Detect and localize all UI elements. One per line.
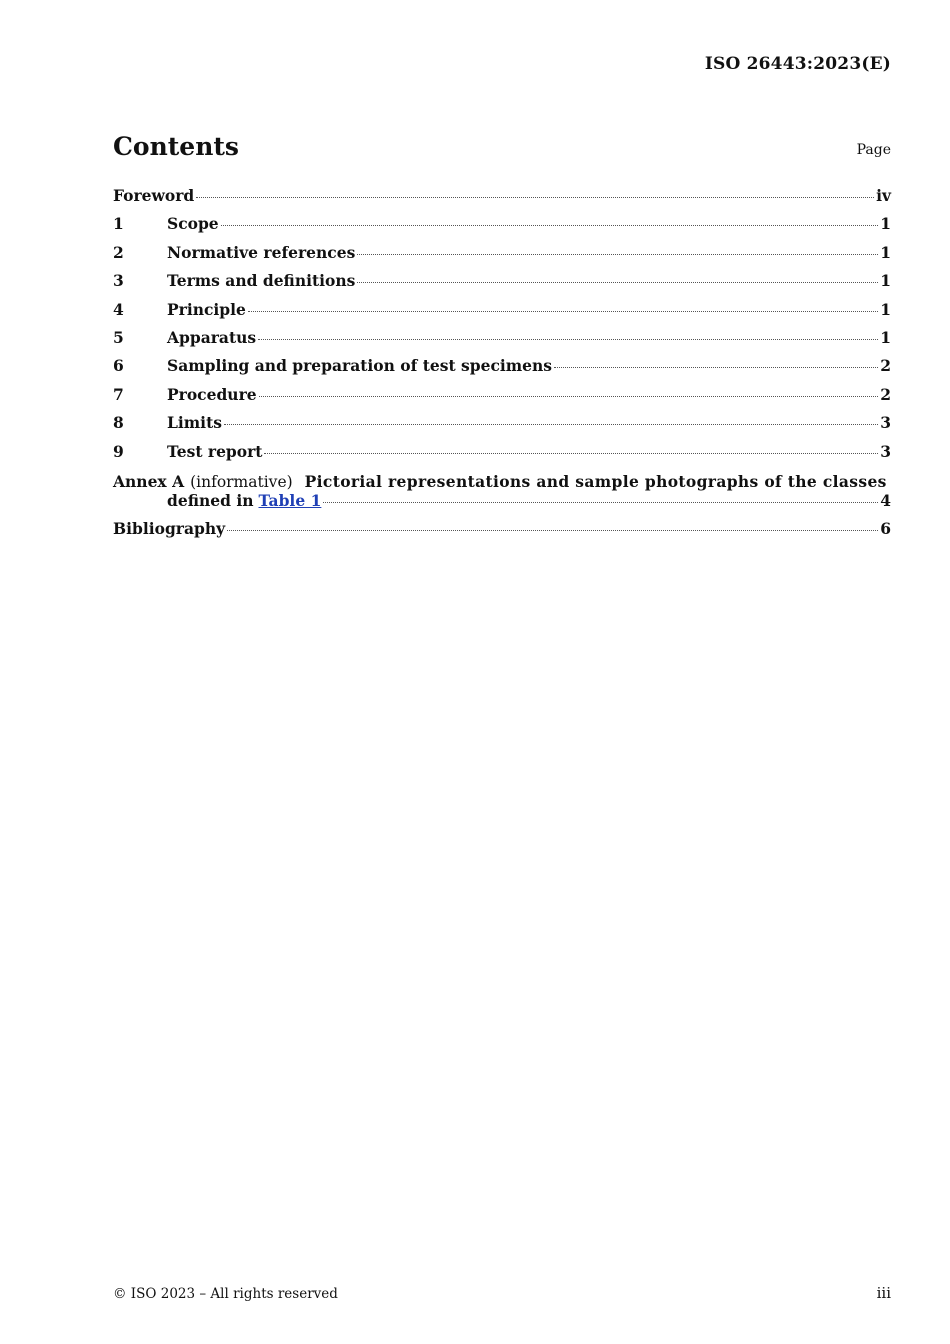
page-number: iii [876,1284,891,1302]
dot-leader [264,453,878,454]
toc-entry-page: 6 [880,518,891,538]
toc-entry-title: Terms and definitions [167,271,356,291]
annex-label: Annex A [113,471,185,491]
toc-entry-title: Bibliography [113,518,226,538]
toc-entry-limits[interactable] [113,413,891,441]
toc-entry-page: 3 [880,413,891,433]
toc-entry-number: 1 [113,214,124,234]
toc-entry-title: Test report [167,441,263,461]
toc-entry-annex-a[interactable] [113,472,891,519]
toc-entry-title: Procedure [167,384,257,404]
dot-leader [224,424,878,425]
toc-entry-number: 4 [113,299,124,319]
dot-leader [196,197,874,198]
annex-title-line2: defined in [167,490,254,510]
toc-entry-page: 3 [880,441,891,461]
toc-entry-number: 9 [113,441,124,461]
toc-entry-foreword[interactable] [113,186,891,214]
toc-entry-procedure[interactable] [113,385,891,413]
toc-entry-title: Normative references [167,242,356,262]
toc-entry-page: iv [876,186,891,205]
dot-leader [554,367,878,368]
toc-entry-sampling[interactable] [113,356,891,384]
dot-leader [248,311,878,312]
toc-entry-normative-references[interactable] [113,243,891,271]
toc-entry-scope[interactable] [113,214,891,242]
toc-entry-title: Limits [167,413,222,433]
dot-leader [323,502,878,503]
copyright-notice: © ISO 2023 – All rights reserved [113,1286,338,1302]
toc-entry-page: 1 [880,271,891,291]
toc-entry-number: 5 [113,327,124,347]
toc-entry-title: Principle [167,299,246,319]
toc-entry-number: 7 [113,384,124,404]
toc-entry-page: 1 [880,327,891,347]
toc-entry-apparatus[interactable] [113,328,891,356]
toc-entry-terms-and-definitions[interactable] [113,271,891,299]
toc-entry-page: 1 [880,214,891,234]
toc-entry-page: 2 [880,356,891,376]
dot-leader [258,339,878,340]
document-id: ISO 26443:2023(E) [704,54,891,74]
table-1-link[interactable]: Table 1 [258,490,322,510]
dot-leader [259,396,879,397]
toc-entry-page: 1 [880,299,891,319]
annex-title-line1: Pictorial representations and sample photographs of the classes [304,471,887,491]
toc-entry-title: Scope [167,214,219,234]
page-column-label: Page [856,142,891,158]
toc-entry-number: 2 [113,242,124,262]
toc-entry-title: Foreword [113,186,195,205]
dot-leader [357,282,878,283]
annex-informative: (informative) [190,472,293,491]
toc-entry-test-report[interactable] [113,442,891,470]
toc-entry-title: Apparatus [167,327,257,347]
toc-entry-page: 2 [880,384,891,404]
table-of-contents [113,186,891,547]
toc-entry-title: Sampling and preparation of test specimens [167,356,553,376]
dot-leader [357,254,878,255]
toc-entry-page: 4 [880,490,891,510]
toc-entry-page: 1 [880,242,891,262]
dot-leader [221,225,879,226]
toc-entry-number: 6 [113,356,124,376]
toc-entry-number: 3 [113,271,124,291]
toc-entry-number: 8 [113,413,124,433]
toc-entry-principle[interactable] [113,300,891,328]
contents-heading: Contents [113,132,240,161]
dot-leader [227,530,878,531]
toc-entry-bibliography[interactable] [113,519,891,547]
